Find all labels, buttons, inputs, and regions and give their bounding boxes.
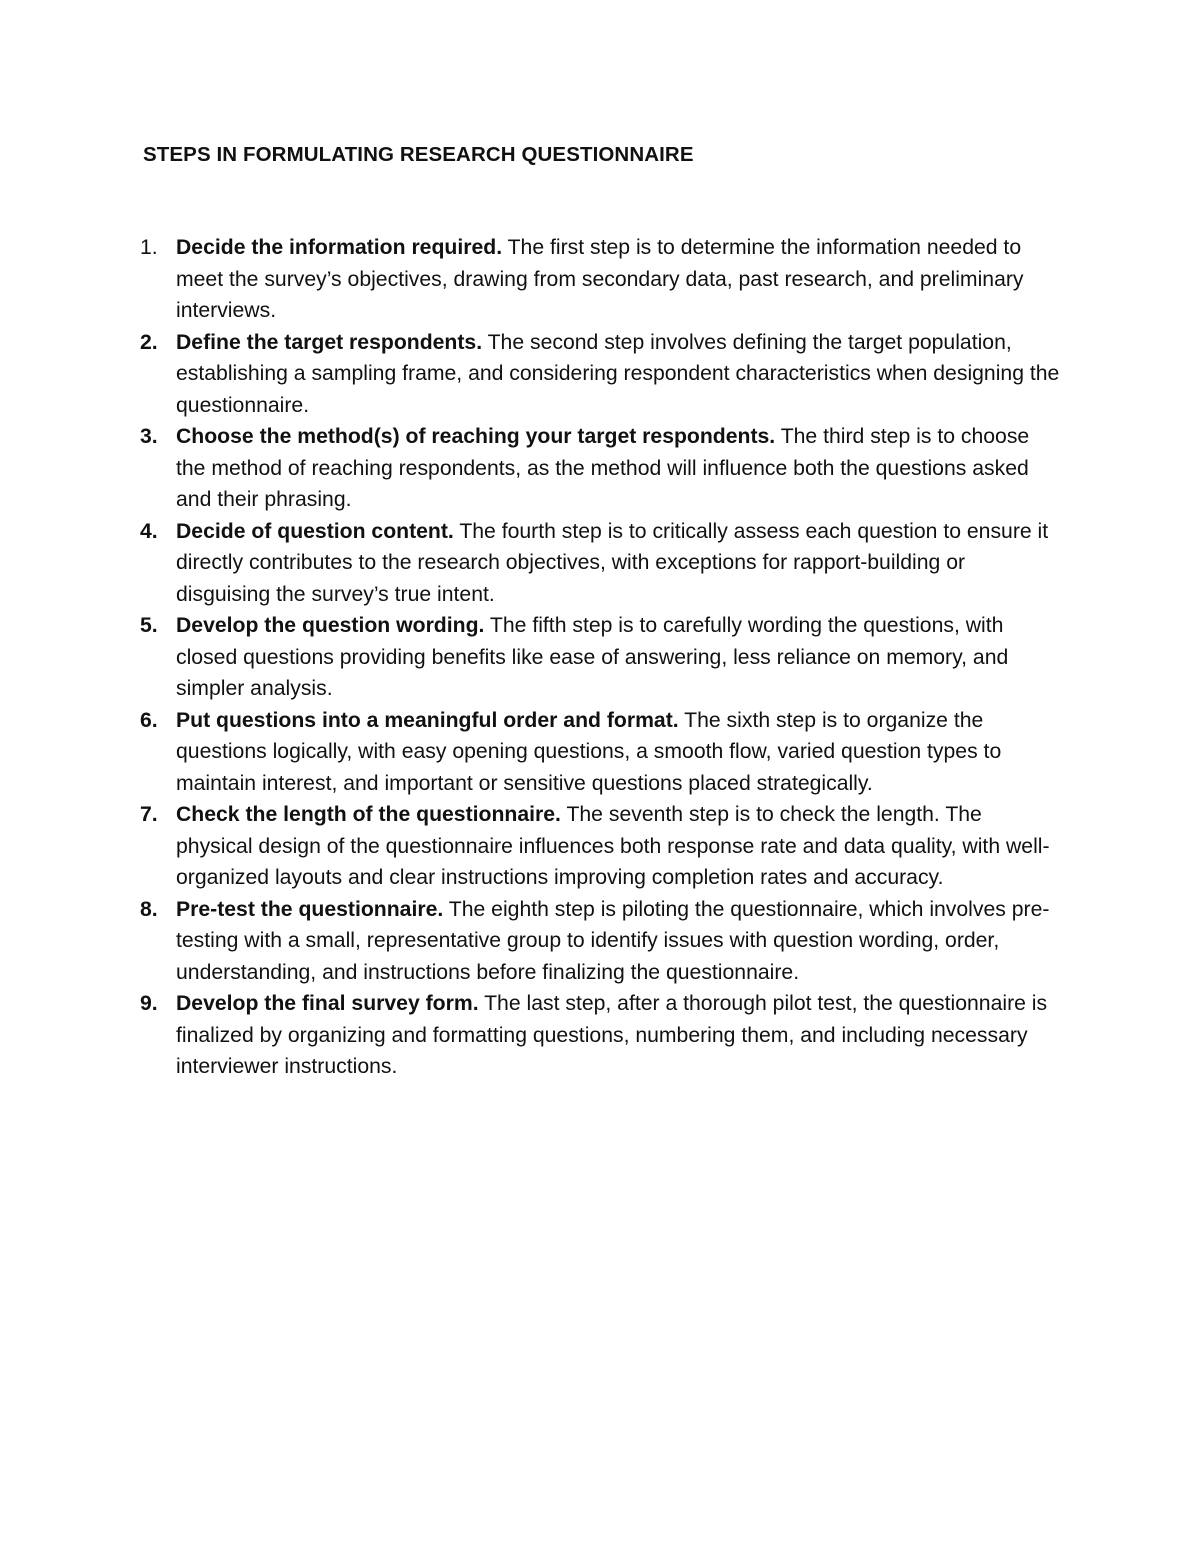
step-heading: Develop the final survey form. [176,992,479,1015]
step-number: 6. [140,708,158,732]
step-item-1 [0,232,1062,327]
step-item-5 [0,610,1062,705]
step-item-2 [0,327,1062,422]
step-item-4 [0,516,1062,611]
step-number: 7. [140,803,158,826]
step-item-7 [0,799,1062,894]
step-body: The sixth step is to organize the questions logically, with easy opening questions, a smooth flow, varied question types to maintain interest, and important or sensitive questions placed strategically. [176,708,1002,795]
step-heading: Decide of question content. [176,519,454,543]
step-number: 5. [140,614,158,637]
step-heading: Decide the information required. [176,236,503,259]
step-body: The fourth step is to critically assess each question to ensure it directly contributes to the research objectives, with exceptions for rapport-building or disguising the survey’s true intent. [176,519,1049,606]
step-item-6 [0,705,1062,800]
step-body: The first step is to determine the information needed to meet the survey’s objectives, drawing from secondary data, past research, and preliminary interviews. [176,236,1024,322]
step-item-8 [0,894,1062,989]
step-heading: Choose the method(s) of reaching your target respondents. [176,425,776,448]
step-number: 2. [140,330,158,354]
step-item-9 [0,988,1062,1083]
step-number: 8. [140,897,158,921]
step-heading: Check the length of the questionnaire. [176,803,561,826]
step-body: The fifth step is to carefully wording the questions, with closed questions providing benefits like ease of answering, less reliance on memory, and simpler analysis. [176,614,1009,700]
steps-list [0,232,1200,1083]
step-heading: Put questions into a meaningful order and format. [176,708,679,732]
document-title: STEPS IN FORMULATING RESEARCH QUESTIONNAIRE [143,143,694,166]
step-number: 3. [140,425,158,448]
step-heading: Define the target respondents. [176,330,483,354]
step-body: The eighth step is piloting the questionnaire, which involves pre-testing with a small, representative group to identify issues with question wording, order, understanding, and instructions before finalizing the questionnaire. [176,897,1050,984]
step-number: 1. [140,236,158,259]
step-number: 9. [140,992,158,1015]
step-heading: Develop the question wording. [176,614,485,637]
step-body: The second step involves defining the target population, establishing a sampling frame, and considering respondent characteristics when designing the questionnaire. [176,330,1060,417]
step-body: The last step, after a thorough pilot test, the questionnaire is finalized by organizing and formatting questions, numbering them, and including necessary interviewer instructions. [176,992,1048,1078]
step-body: The seventh step is to check the length. The physical design of the questionnaire influences both response rate and data quality, with well-organized layouts and clear instructions improving completion rates and accuracy. [176,803,1050,889]
step-item-3 [0,421,1062,516]
step-body: The third step is to choose the method of reaching respondents, as the method will influence both the questions asked and their phrasing. [176,425,1030,511]
step-number: 4. [140,519,158,543]
step-heading: Pre-test the questionnaire. [176,897,444,921]
